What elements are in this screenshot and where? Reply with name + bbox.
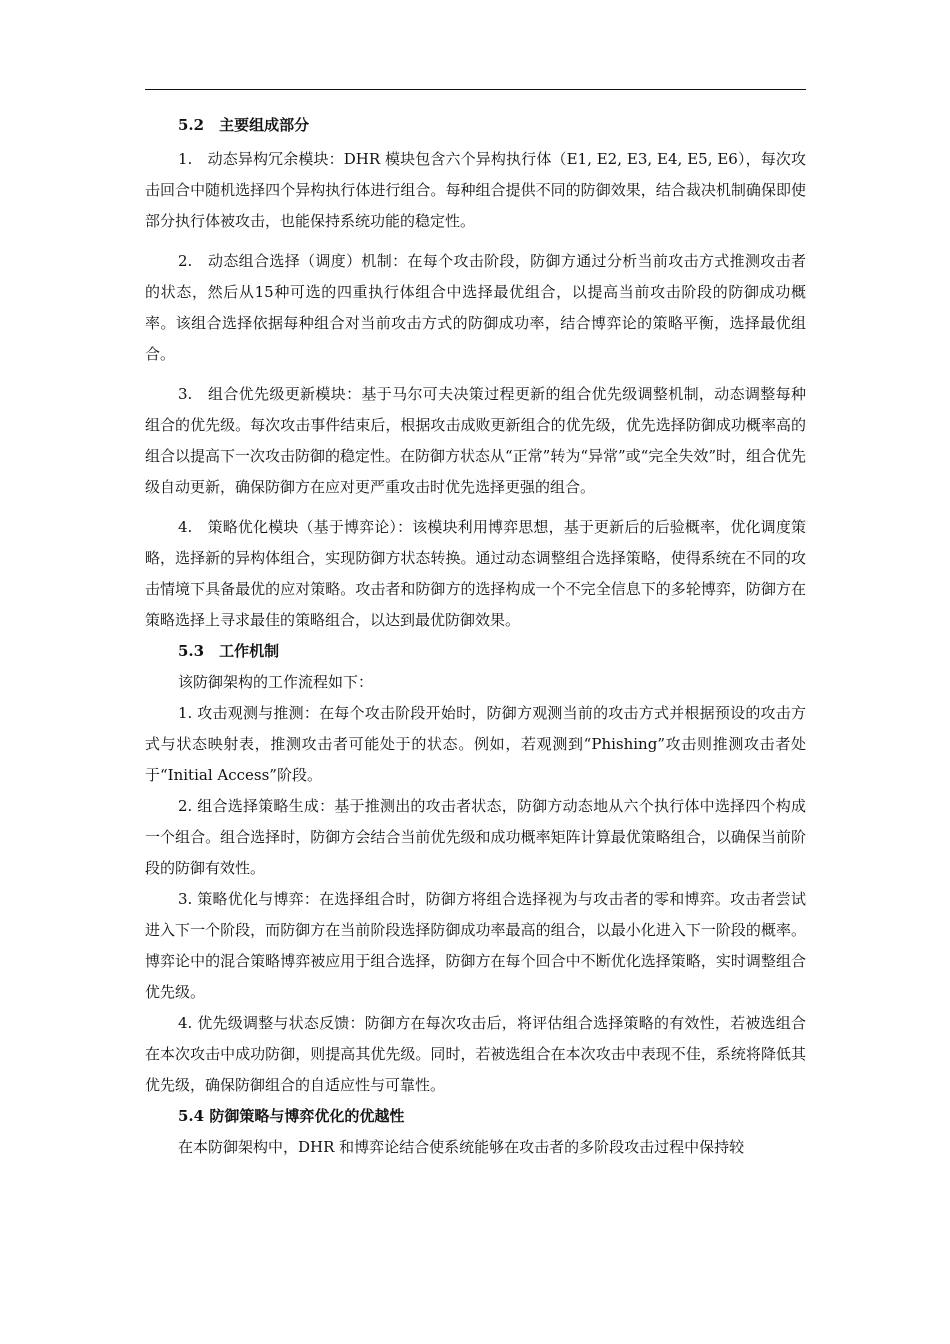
section-heading-5-2: 5.2 主要组成部分 [178,116,310,134]
section-heading-5-4: 5.4 防御策略与博弈优化的优越性 [178,1107,405,1125]
paragraph-5-3-intro: 该防御架构的工作流程如下： [178,673,374,691]
paragraph-5-2-item-1: 1. 动态异构冗余模块：DHR 模块包含六个异构执行体（E1, E2, E3, E4, E5, E6），每次攻击回合中随机选择四个异构执行体进行组合。每种组合提供不同的防御效果，结合裁决机制确保即使部分执行体被攻击，也能保持系统功能的稳定性。 [145,150,806,230]
document-body [145,110,806,1163]
paragraph-5-3-item-2: 2. 组合选择策略生成：基于推测出的攻击者状态，防御方动态地从六个执行体中选择四个构成一个组合。组合选择时，防御方会结合当前优先级和成功概率矩阵计算最优策略组合，以确保当前阶段的防御有效性。 [145,797,806,877]
paragraph-5-2-item-3: 3. 组合优先级更新模块：基于马尔可夫决策过程更新的组合优先级调整机制，动态调整每种组合的优先级。每次攻击事件结束后，根据攻击成败更新组合的优先级，优先选择防御成功概率高的组合以提高下一次攻击防御的稳定性。在防御方状态从“正常”转为“异常”或“完全失效”时，组合优先级自动更新，确保防御方在应对更严重攻击时优先选择更强的组合。 [145,385,807,496]
paragraph-5-3-item-3: 3. 策略优化与博弈：在选择组合时，防御方将组合选择视为与攻击者的零和博弈。攻击者尝试进入下一个阶段，而防御方在当前阶段选择防御成功率最高的组合，以最小化进入下一阶段的概率。博弈论中的混合策略博弈被应用于组合选择，防御方在每个回合中不断优化选择策略，实时调整组合优先级。 [145,890,806,1001]
paragraph-5-2-item-2: 2. 动态组合选择（调度）机制：在每个攻击阶段，防御方通过分析当前攻击方式推测攻击者的状态，然后从15种可选的四重执行体组合中选择最优组合，以提高当前攻击阶段的防御成功概率。该组合选择依据每种组合对当前攻击方式的防御成功率，结合博弈论的策略平衡，选择最优组合。 [145,252,806,363]
paragraph-5-2-item-4: 4. 策略优化模块（基于博弈论）：该模块利用博弈思想，基于更新后的后验概率，优化调度策略，选择新的异构体组合，实现防御方状态转换。通过动态调整组合选择策略，使得系统在不同的攻击情境下具备最优的应对策略。攻击者和防御方的选择构成一个不完全信息下的多轮博弈，防御方在策略选择上寻求最佳的策略组合，以达到最优防御效果。 [145,518,806,629]
paragraph-5-3-item-4: 4. 优先级调整与状态反馈：防御方在每次攻击后，将评估组合选择策略的有效性，若被选组合在本次攻击中成功防御，则提高其优先级。同时，若被选组合在本次攻击中表现不佳，系统将降低其优先级，确保防御组合的自适应性与可靠性。 [145,1014,806,1094]
section-heading-5-3: 5.3 工作机制 [178,642,280,660]
paragraph-5-3-item-1: 1. 攻击观测与推测：在每个攻击阶段开始时，防御方观测当前的攻击方式并根据预设的攻击方式与状态映射表，推测攻击者可能处于的状态。例如，若观测到“Phishing”攻击则推测攻击者处于“Initial Access”阶段。 [145,704,806,784]
paragraph-5-4-intro: 在本防御架构中，DHR 和博弈论结合使系统能够在攻击者的多阶段攻击过程中保持较 [178,1138,745,1156]
header-rule [145,89,806,90]
